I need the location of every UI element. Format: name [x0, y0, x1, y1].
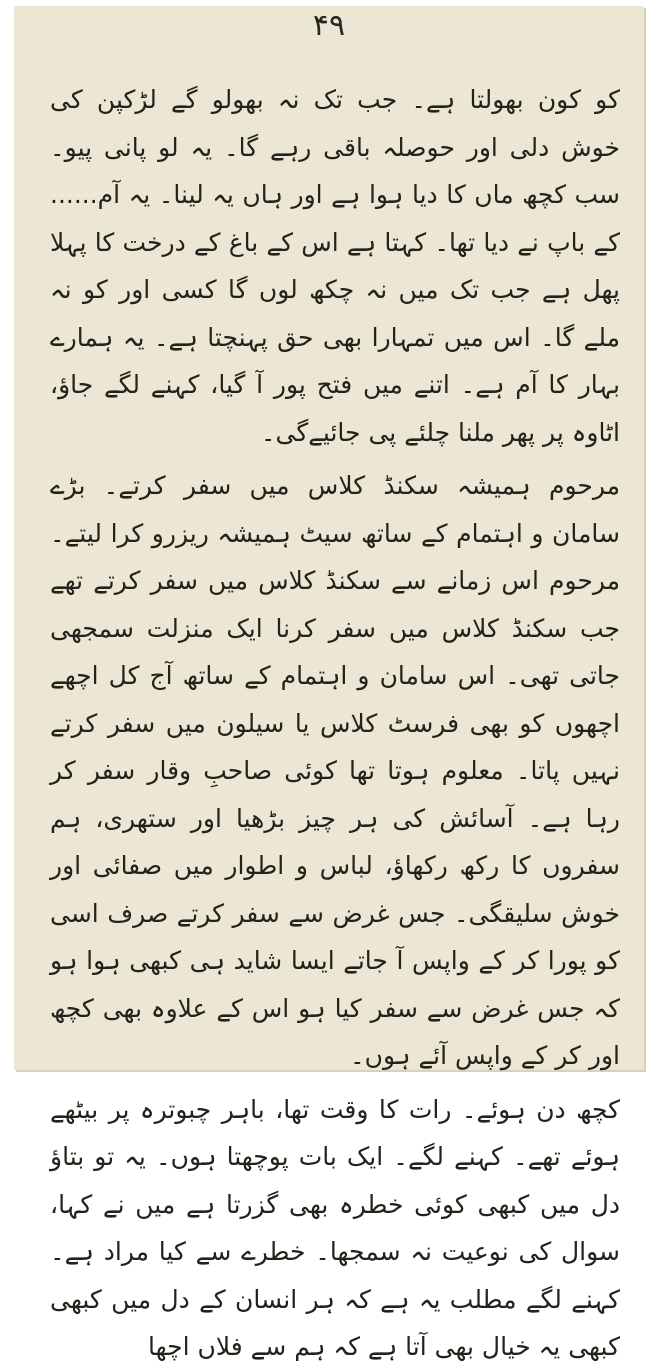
page-number: ۴۹	[312, 8, 346, 43]
paragraph-2: مرحوم ہمیشہ سکنڈ کلاس میں سفر کرتے۔ بڑے سامان و اہتمام کے ساتھ سیٹ ہمیشہ ریزرو کرا لیتے۔ مرحوم اس زمانے سے سکنڈ کلاس میں سفر کرتے تھے جب سکنڈ کلاس میں سفر کرنا ایک منزلت سمجھی جاتی تھی۔ اس سامان و اہتمام کے ساتھ آج کل اچھے اچھوں کو بھی فرسٹ کلاس یا سیلون میں سفر کرتے نہیں پاتا۔ معلوم ہوتا تھا کوئی صاحبِ وقار سفر کر رہا ہے۔ آسائش کی ہر چیز بڑھیا اور ستھری، ہم سفروں کا رکھ رکھاؤ، لباس و اطوار میں صفائی اور خوش سلیقگی۔ جس غرض سے سفر کرتے صرف اسی کو پورا کر کے واپس آ جاتے ایسا شاید ہی کبھی ہوا ہو کہ جس غرض سے سفر کیا ہو اس کے علاوہ بھی کچھ اور کر کے واپس آئے ہوں۔	[50, 471, 620, 1070]
book-page	[14, 6, 644, 1361]
paragraph-3: کچھ دن ہوئے۔ رات کا وقت تھا، باہر چبوترہ پر بیٹھے ہوئے تھے۔ کہنے لگے۔ ایک بات پوچھتا ہوں۔ یہ تو بتاؤ دل میں کبھی کوئی خطرہ بھی گزرتا ہے میں نے کہا، سوال کی نوعیت نہ سمجھا۔ خطرے سے کیا مراد ہے۔ کہنے لگے مطلب یہ ہے کہ ہر انسان کے دل میں کبھی کبھی یہ خیال بھی آتا ہے کہ ہم سے فلاں اچھا	[50, 1094, 620, 1361]
page-body	[50, 76, 620, 1371]
paragraph-1: کو کون بھولتا ہے۔ جب تک نہ بھولو گے لڑکپن کی خوش دلی اور حوصلہ باقی رہے گا۔ یہ لو پانی پیو۔ سب کچھ ماں کا دیا ہوا ہے اور ہاں یہ لینا۔ یہ آم...... کے باپ نے دیا تھا۔ کہتا ہے اس کے باغ کے درخت کا پہلا پھل ہے جب تک میں نہ چکھ لوں گا کسی اور کو نہ ملے گا۔ اس میں تمہارا بھی حق پہنچتا ہے۔ یہ ہمارے بہار کا آم ہے۔ اتنے میں فتح پور آ گیا، کہنے لگے جاؤ، اٹاوہ پر پھر ملنا چلئے پی جائیےگی۔	[50, 85, 620, 447]
